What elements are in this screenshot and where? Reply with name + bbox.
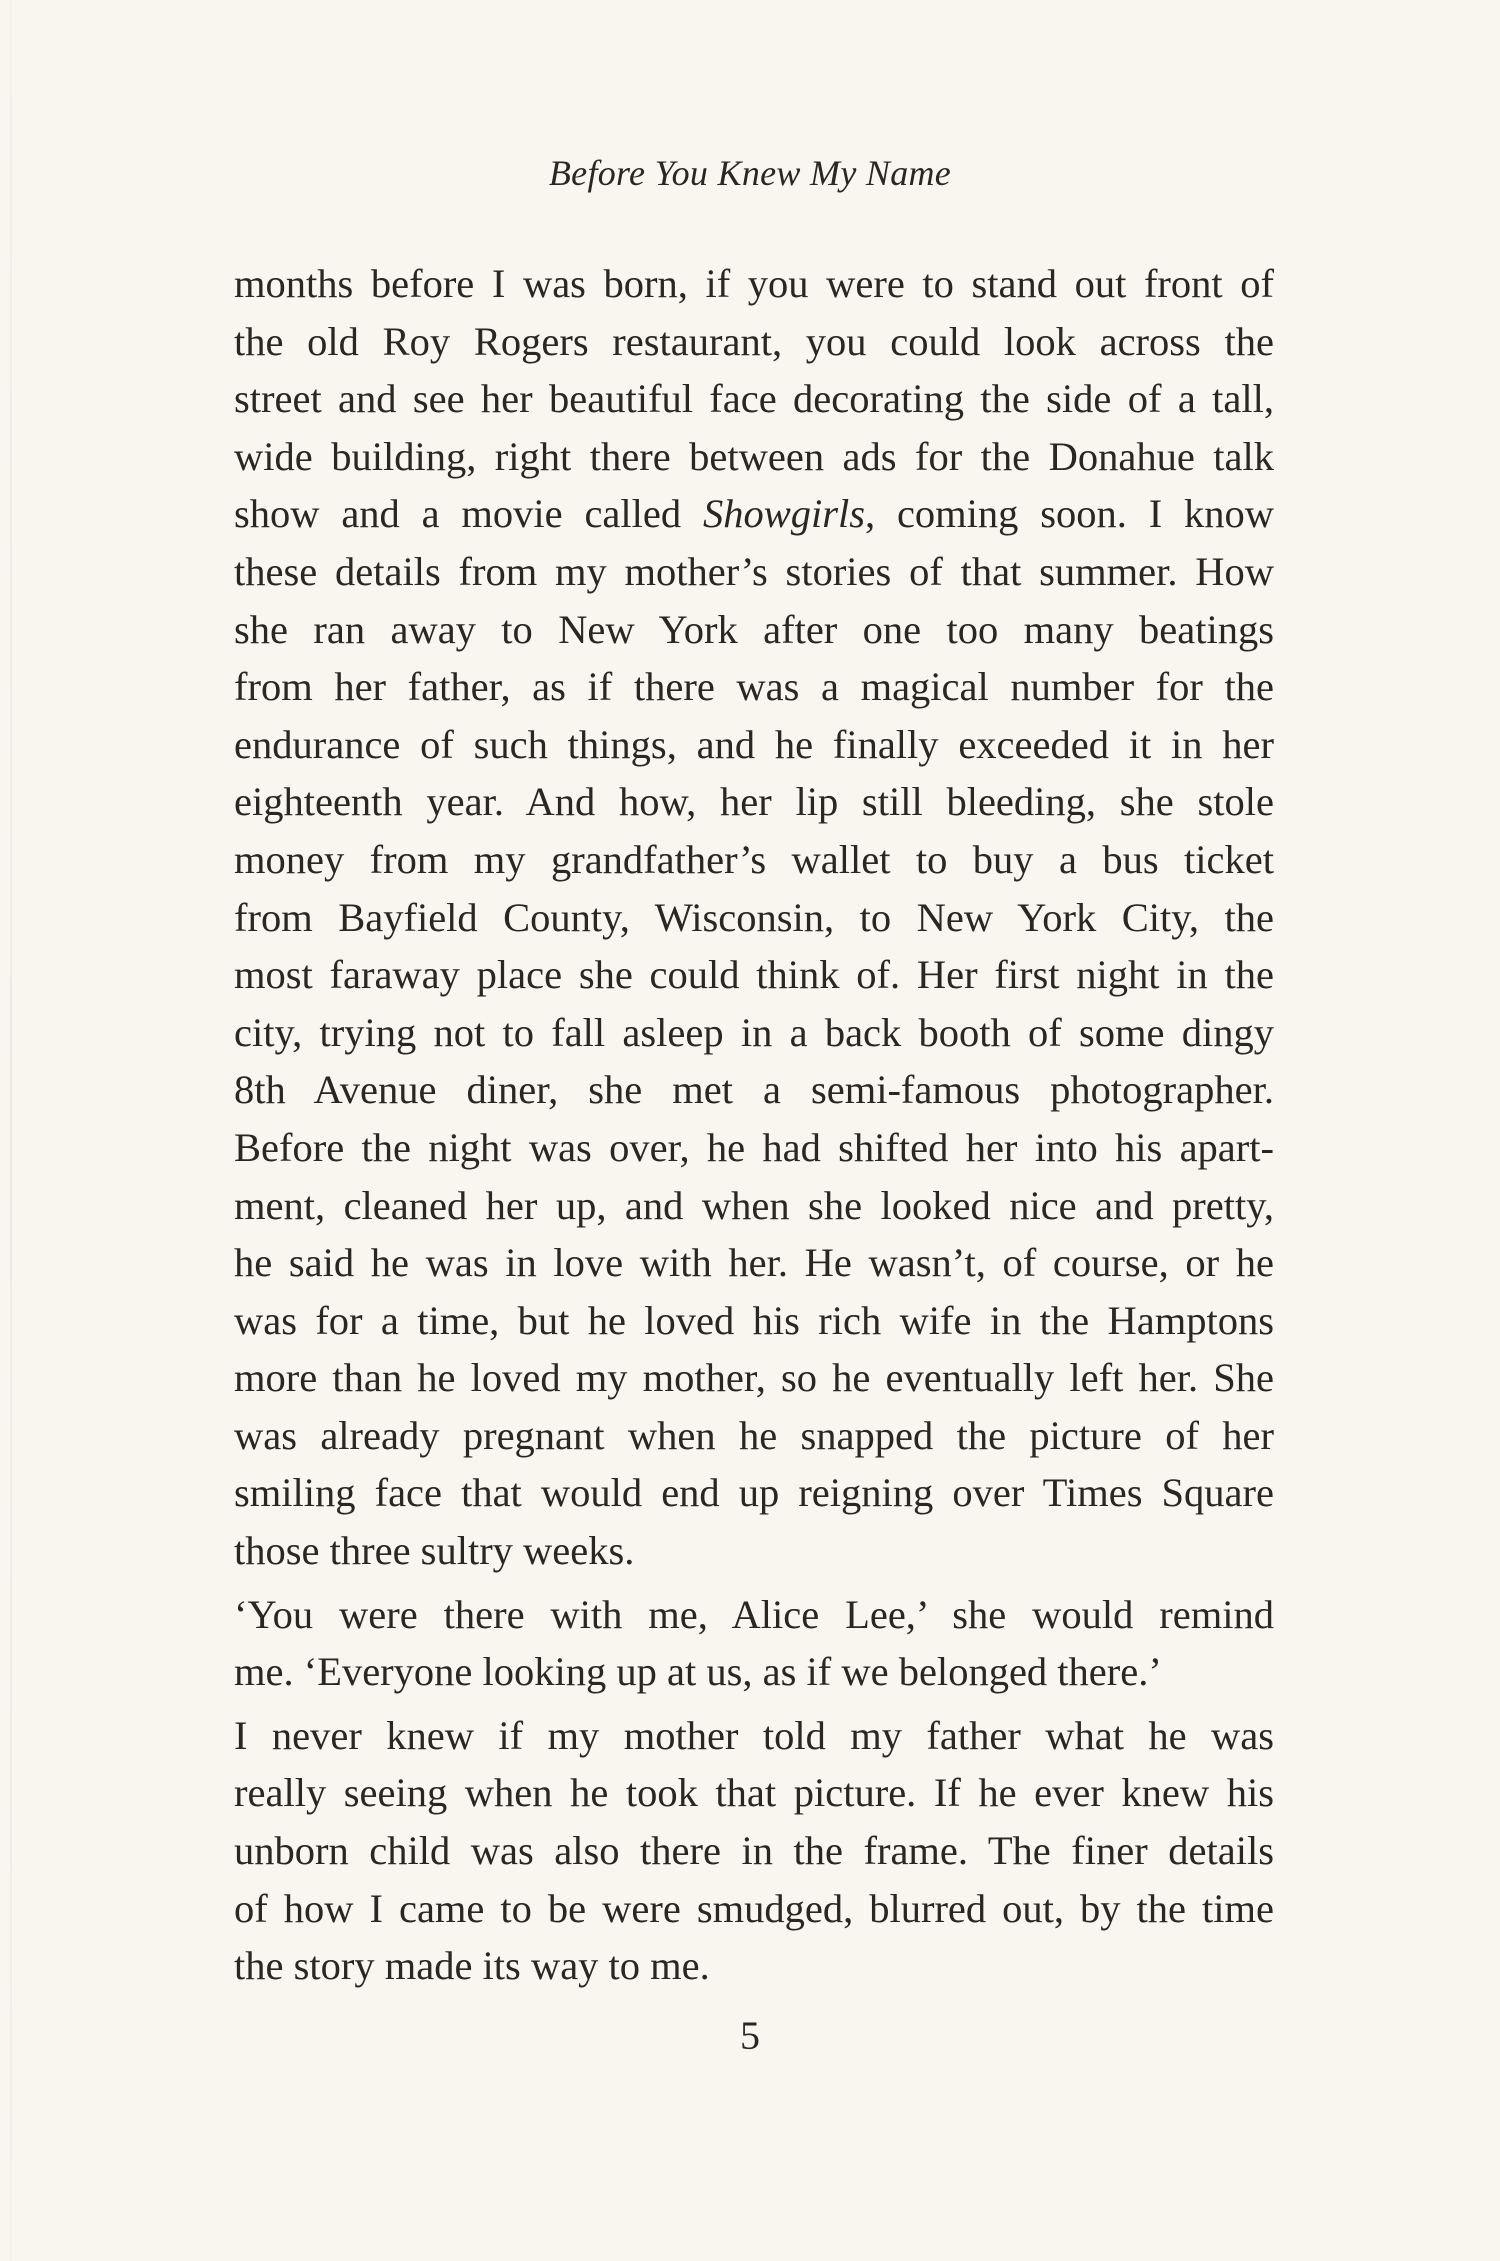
page-number: 5: [740, 2013, 760, 2058]
text-segment: , coming soon. I know: [865, 491, 1274, 537]
text-line: street and see her beautiful face decorating the side of a tall,: [234, 376, 1274, 422]
text-line: he said he was in love with her. He wasn’t, of course, or he: [234, 1240, 1274, 1286]
text-line: those three sultry weeks.: [234, 1528, 635, 1574]
text-line: me. ‘Everyone looking up at us, as if we belonged there.’: [234, 1649, 1162, 1695]
text-line: more than he loved my mother, so he eventually left her. She: [234, 1355, 1274, 1401]
text-line: ment, cleaned her up, and when she looked nice and pretty,: [234, 1182, 1274, 1228]
text-line: Before the night was over, he had shifted her into his apart-: [234, 1124, 1274, 1170]
text-line: most faraway place she could think of. Her first night in the: [234, 952, 1274, 998]
text-line: endurance of such things, and he finally exceeded it in her: [234, 721, 1274, 767]
text-segment: show and a movie called: [234, 491, 703, 537]
text-line: unborn child was also there in the frame. The finer details: [234, 1828, 1274, 1874]
text-line: from her father, as if there was a magical number for the: [234, 664, 1274, 710]
text-line: wide building, right there between ads for the Donahue talk: [234, 433, 1274, 479]
page-edge-shadow: [10, 0, 12, 2261]
text-line: eighteenth year. And how, her lip still bleeding, she stole: [234, 779, 1274, 825]
text-line: these details from my mother’s stories of that summer. How: [234, 548, 1274, 594]
running-head: Before You Knew My Name: [548, 153, 952, 193]
text-line: she ran away to New York after one too many beatings: [234, 606, 1274, 652]
text-line: was already pregnant when he snapped the picture of her: [234, 1412, 1274, 1458]
text-line: really seeing when he took that picture. If he ever knew his: [234, 1770, 1274, 1816]
text-line: smiling face that would end up reigning over Times Square: [234, 1470, 1274, 1516]
text-line: ‘You were there with me, Alice Lee,’ she would remind: [234, 1591, 1274, 1637]
text-line: was for a time, but he loved his rich wife in the Hamptons: [234, 1297, 1274, 1343]
text-line: from Bayfield County, Wisconsin, to New York City, the: [234, 894, 1274, 940]
text-line-with-title: [234, 485, 1274, 543]
text-line: I never knew if my mother told my father what he was: [234, 1712, 1274, 1758]
text-line: city, trying not to fall asleep in a back booth of some dingy: [234, 1009, 1274, 1055]
text-line: of how I came to be were smudged, blurred out, by the time: [234, 1885, 1274, 1931]
body-text: [234, 255, 1274, 1995]
text-line: money from my grandfather’s wallet to buy a bus ticket: [234, 836, 1274, 882]
text-line: the old Roy Rogers restaurant, you could look across the: [234, 318, 1274, 364]
film-title: Showgirls: [702, 491, 865, 537]
text-line: 8th Avenue diner, she met a semi-famous photographer.: [234, 1067, 1274, 1113]
text-line: months before I was born, if you were to stand out front of: [234, 261, 1274, 306]
text-line: the story made its way to me.: [234, 1943, 710, 1989]
